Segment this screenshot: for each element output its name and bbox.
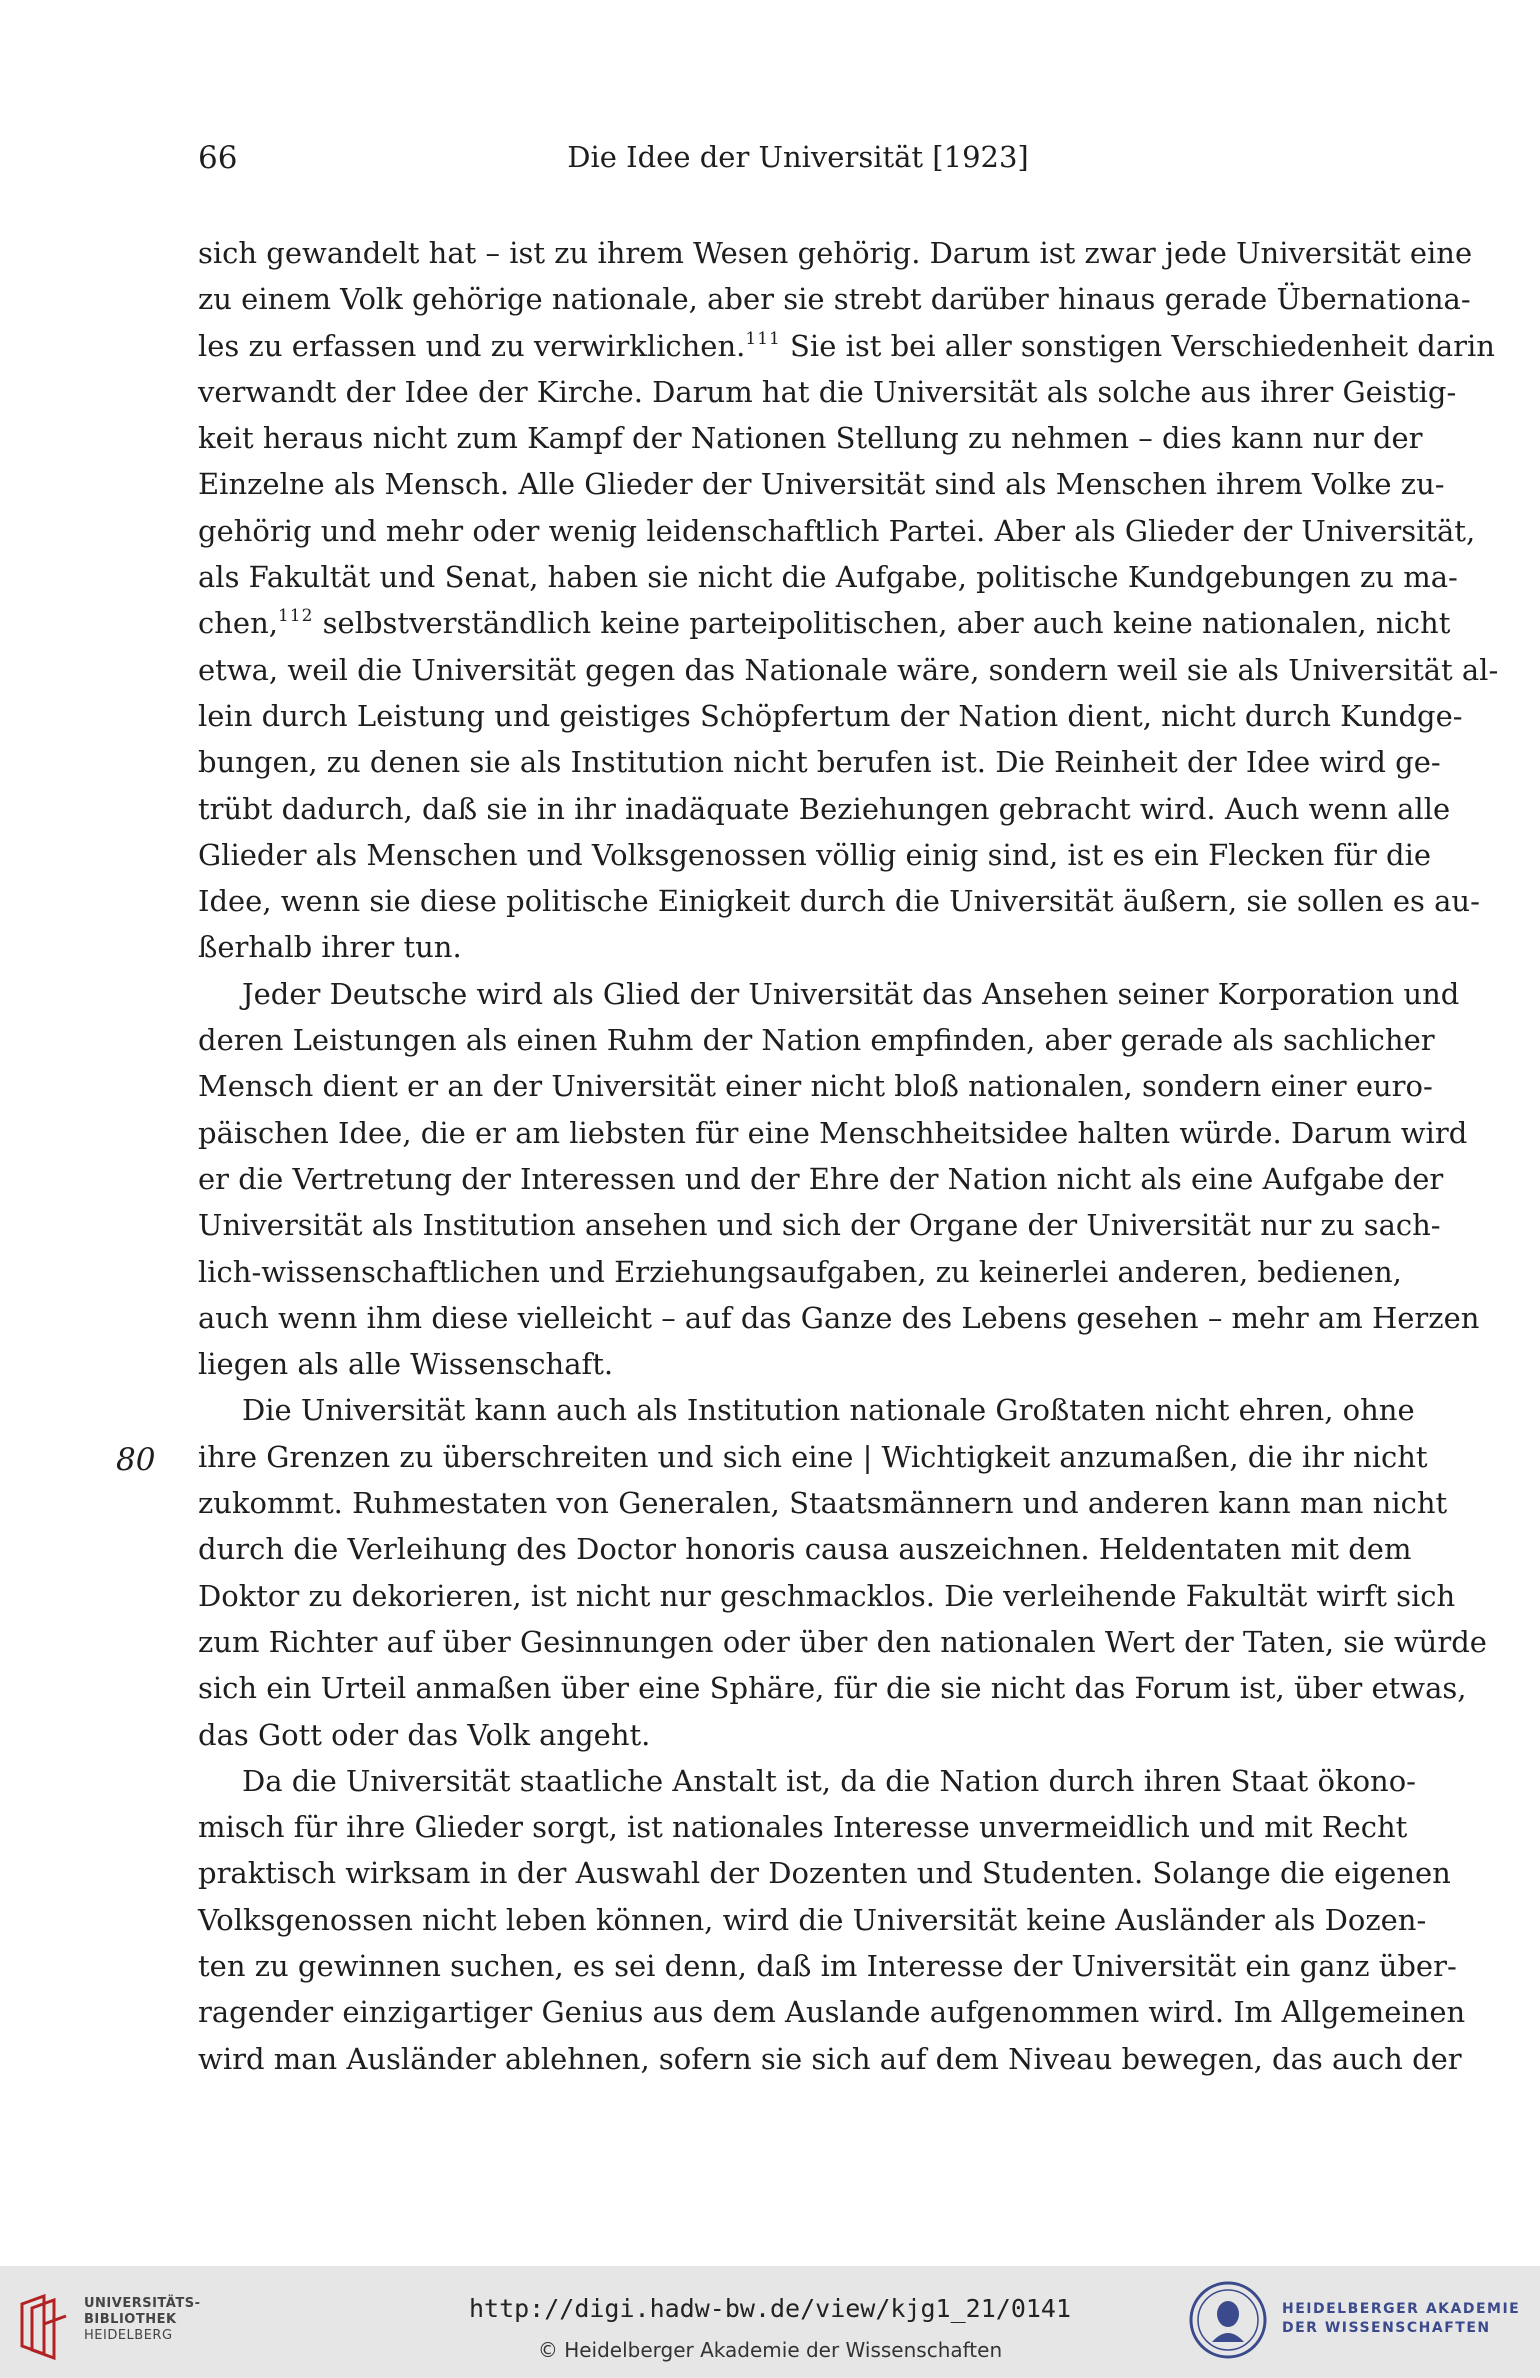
footer-bar	[0, 2266, 1540, 2378]
text-line: trübt dadurch, daß sie in ihr inadäquate Beziehungen gebracht wird. Auch wenn alle	[198, 791, 1451, 826]
text-line: sich ein Urteil anmaßen über eine Sphäre, für die sie nicht das Forum ist, über etwas,	[198, 1671, 1467, 1706]
margin-page-reference: 80	[116, 1442, 156, 1478]
text-line: ten zu gewinnen suchen, es sei denn, daß im Interesse der Universität ein ganz über-	[198, 1948, 1457, 1983]
academy-logo-text: HEIDELBERGER AKADEMIE DER WISSENSCHAFTEN	[1282, 2301, 1521, 2336]
text-line: gehörig und mehr oder wenig leidenschaftlich Partei. Aber als Glieder der Universität,	[198, 513, 1476, 548]
text-line: praktisch wirksam in der Auswahl der Dozenten und Studenten. Solange die eigenen	[198, 1856, 1451, 1891]
text-line: zu einem Volk gehörige nationale, aber sie strebt darüber hinaus gerade Übernationa-	[198, 282, 1471, 317]
text-line: er die Vertretung der Interessen und der Ehre der Nation nicht als eine Aufgabe der	[198, 1161, 1444, 1196]
text-line: durch die Verleihung des Doctor honoris causa auszeichnen. Heldentaten mit dem	[198, 1532, 1412, 1567]
text-line: das Gott oder das Volk angeht.	[198, 1717, 651, 1752]
library-logo-text: UNIVERSITÄTS- BIBLIOTHEK HEIDELBERG	[84, 2296, 201, 2343]
text-line: Idee, wenn sie diese politische Einigkeit durch die Universität äußern, sie sollen es au-	[198, 884, 1480, 919]
body-text	[198, 230, 1499, 2082]
text-line: verwandt der Idee der Kirche. Darum hat die Universität als solche aus ihrer Geistig-	[198, 374, 1457, 409]
text-line: Doktor zu dekorieren, ist nicht nur geschmacklos. Die verleihende Fakultät wirft sich	[198, 1578, 1456, 1613]
text-line: keit heraus nicht zum Kampf der Nationen Stellung zu nehmen – dies kann nur der	[198, 421, 1423, 456]
text-line: lein durch Leistung und geistiges Schöpfertum der Nation dient, nicht durch Kundge-	[198, 698, 1463, 733]
text-line: deren Leistungen als einen Ruhm der Nation empfinden, aber gerade als sachlicher	[198, 1023, 1435, 1058]
text-line: päischen Idee, die er am liebsten für eine Menschheitsidee halten würde. Darum wird	[198, 1115, 1468, 1150]
text-line: Glieder als Menschen und Volksgenossen völlig einig sind, ist es ein Flecken für die	[198, 837, 1432, 872]
text-line: Universität als Institution ansehen und sich der Organe der Universität nur zu sach-	[198, 1208, 1441, 1243]
text-line: misch für ihre Glieder sorgt, ist nationales Interesse unvermeidlich und mit Recht	[198, 1810, 1408, 1845]
footnote-marker[interactable]: 112	[277, 606, 314, 627]
text-line: sich gewandelt hat – ist zu ihrem Wesen gehörig. Darum ist zwar jede Universität eine	[198, 236, 1473, 270]
text-line: Jeder Deutsche wird als Glied der Universität das Ansehen seiner Korporation und	[242, 976, 1460, 1011]
text-line: ragender einzigartiger Genius aus dem Auslande aufgenommen wird. Im Allgemeinen	[198, 1995, 1466, 2030]
text-line: Da die Universität staatliche Anstalt ist, da die Nation durch ihren Staat ökono-	[242, 1763, 1416, 1798]
text-line: etwa, weil die Universität gegen das Nationale wäre, sondern weil sie als Universität al-	[198, 652, 1499, 687]
text-line: wird man Ausländer ablehnen, sofern sie sich auf dem Niveau bewegen, das auch der	[198, 2041, 1462, 2076]
text-line: Die Universität kann auch als Institution nationale Großtaten nicht ehren, ohne	[242, 1393, 1415, 1428]
text-line: als Fakultät und Senat, haben sie nicht die Aufgabe, politische Kundgebungen zu ma-	[198, 560, 1458, 595]
running-title: Die Idee der Universität [1923]	[567, 140, 1029, 174]
academy-seal-icon	[1188, 2280, 1268, 2360]
text-line: ihre Grenzen zu überschreiten und sich eine | Wichtigkeit anzumaßen, die ihr nicht	[198, 1439, 1428, 1474]
text-line: ßerhalb ihrer tun.	[198, 930, 462, 965]
source-url[interactable]: http://digi.hadw-bw.de/view/kjg1_21/0141	[468, 2294, 1072, 2323]
text-line: zum Richter auf über Gesinnungen oder über den nationalen Wert der Taten, sie würde	[198, 1624, 1487, 1659]
text-line: auch wenn ihm diese vielleicht – auf das Ganze des Lebens gesehen – mehr am Herzen	[198, 1300, 1480, 1335]
copyright-notice: © Heidelberger Akademie der Wissenschaften	[537, 2338, 1003, 2362]
text-line: bungen, zu denen sie als Institution nicht berufen ist. Die Reinheit der Idee wird ge-	[198, 745, 1441, 780]
text-line: les zu erfassen und zu verwirklichen.$^{111}$ Sie ist bei aller sonstigen Verschiedenheit darin	[198, 328, 1495, 363]
text-line: lich-wissenschaftlichen und Erziehungsaufgaben, zu keinerlei anderen, bedienen,	[198, 1254, 1402, 1289]
page-number: 66	[198, 140, 238, 176]
page-header	[198, 140, 1398, 184]
text-line: Volksgenossen nicht leben können, wird die Universität keine Ausländer als Dozen-	[198, 1902, 1427, 1937]
text-line: Einzelne als Mensch. Alle Glieder der Universität sind als Menschen ihrem Volke zu-	[198, 467, 1445, 502]
text-line: liegen als alle Wissenschaft.	[198, 1347, 614, 1382]
text-line: Mensch dient er an der Universität einer nicht bloß nationalen, sondern einer euro-	[198, 1069, 1433, 1104]
text-line: zukommt. Ruhmestaten von Generalen, Staatsmännern und anderen kann man nicht	[198, 1486, 1448, 1521]
text-line: chen,$^{112}$ selbstverständlich keine parteipolitischen, aber auch keine nationalen, nicht	[198, 606, 1451, 641]
footnote-marker[interactable]: 111	[745, 328, 781, 349]
